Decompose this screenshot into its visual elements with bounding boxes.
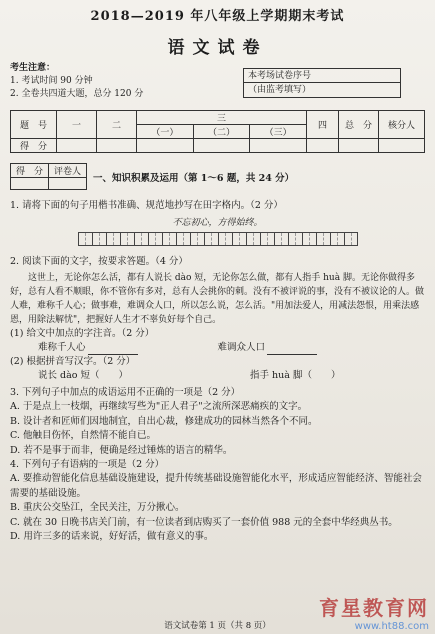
tianzige-cell[interactable] [274,232,288,246]
tianzige-cell[interactable] [218,232,232,246]
score-header-cell: 总 分 [339,111,379,139]
score-header-cell: 题 号 [11,111,57,139]
score-subheader-cell: （三） [250,125,307,139]
score-subheader-cell: （一） [137,125,194,139]
tianzige-cell[interactable] [316,232,330,246]
tianzige-cell[interactable] [106,232,120,246]
score-header-cell: 四 [307,111,339,139]
score-blank-cell [137,139,194,153]
score-table [10,110,425,153]
seat-box-line: 本考场试卷序号 [244,69,400,83]
question-4-stem: 4. 下列句子有语病的一项是（2 分） [10,459,165,470]
question-3-stem: 3. 下列句子中加点的成语运用不正确的一项是（2 分） [10,387,241,398]
exam-notes [10,62,250,101]
score-blank-cell [307,139,339,153]
page-footer: 语文试卷第 1 页（共 8 页） [164,621,271,631]
q3-option: B. 设计者和匠师们因地制宜，自出心裁，修建成功的园林当然各个不同。 [10,415,318,427]
question-1-stem: 1. 请将下面的句子用楷书准确、规范地抄写在田字格内。（2 分） [10,200,283,211]
subject-title: 语文试卷 [167,38,268,58]
section-title: 一、知识积累及运用（第 1～6 题，共 24 分） [93,172,295,184]
tianzige-cell[interactable] [176,232,190,246]
tianzige-cell[interactable] [78,232,92,246]
answer-blank[interactable] [88,341,138,355]
grader-cell: 得 分 [11,164,49,178]
seat-box-line: （由监考填写） [248,85,312,95]
q2-sub1: (1) 给文中加点的字注音。（2 分） [10,328,155,339]
reading-passage: 这世上，无论你怎么活，都有人说长 dào 短，无论你怎么做，都有人指手 huà 脚。无论你做得多好，总有人看不顺眼，你不管你有多对，总有人会挑你的刺。没有不被评说的事，没有不被议论的人。做人难，难称千人心；做事难，难调众人口，所以怎么说，怎么活。"用加法爱人，用减法怨恨，用乘法感恩，用除法解忧"，把握好人生才不辜负好每个自己。 [10,273,425,325]
score-header-cell: 二 [97,111,137,139]
copy-sentence: 不忘初心，方得始终。 [172,218,263,228]
score-header-cell: 一 [57,111,97,139]
q4-option: A. 要推动智能化信息基础设施建设，提升传统基础设施智能化水平，形成适应智能经济、智能社会需要的基础设施。 [10,473,422,499]
exam-title: 2018—2019 年八年级上学期期末考试 [90,9,345,24]
notes-title: 考生注意： [10,63,56,73]
tianzige-grid [10,232,425,246]
score-blank-cell [193,139,250,153]
score-header-cell: 三 [137,111,307,125]
score-blank-cell [379,139,425,153]
score-blank-cell [339,139,379,153]
score-blank-cell [250,139,307,153]
answer-blank[interactable] [267,341,317,355]
score-blank-cell [97,139,137,153]
seat-number-box [243,68,401,98]
tianzige-cell[interactable] [330,232,344,246]
q4-option: B. 重庆公交坠江，全民关注，万分揪心。 [10,502,185,513]
q3-option: A. 于是点上一枝烟，再继续写些为"正人君子"之流所深恶痛疾的文字。 [10,401,308,412]
tianzige-cell[interactable] [288,232,302,246]
tianzige-cell[interactable] [92,232,106,246]
watermark-url: www.ht88.com [354,621,429,632]
tianzige-cell[interactable] [120,232,134,246]
tianzige-cell[interactable] [162,232,176,246]
q3-option: D. 若不是事于而非，便确是经过锤炼的语言的精华。 [10,444,233,456]
tianzige-cell[interactable] [302,232,316,246]
score-row-label: 得 分 [11,139,57,153]
score-header-cell: 核分人 [379,111,425,139]
tianzige-cell[interactable] [190,232,204,246]
grader-table [10,163,87,190]
watermark-brand: 育星教育网 [319,596,429,620]
q2-fill-row-2 [10,369,425,383]
fill-item: 说长 dào 短（ ） [38,370,129,381]
q4-option: D. 用许三多的话来说，好好活，做有意义的事。 [10,531,214,542]
tianzige-cell[interactable] [148,232,162,246]
q2-fill-row-1 [10,341,425,355]
tianzige-cell[interactable] [344,232,358,246]
tianzige-cell[interactable] [246,232,260,246]
note-item: 1. 考试时间 90 分钟 [10,76,93,86]
score-subheader-cell: （二） [193,125,250,139]
fill-item: 难称千人心 [38,342,86,353]
tianzige-cell[interactable] [134,232,148,246]
question-2-stem: 2. 阅读下面的文字，按要求答题。（4 分） [10,256,188,267]
fill-item: 难调众人口 [217,342,266,353]
note-item: 2. 全卷共四道大题，总分 120 分 [10,89,144,99]
fill-item: 指手 huà 脚（ ） [250,370,341,381]
q4-option: C. 就在 30 日晚书店关门前，有一位读者到店购买了一套价值 988 元的全套中华经典丛书。 [10,516,398,528]
grader-blank [49,178,87,190]
q2-sub2: (2) 根据拼音写汉字。（2 分） [10,356,136,367]
site-watermark [319,592,429,632]
grader-block [10,163,425,190]
tianzige-cell[interactable] [260,232,274,246]
grader-cell: 评卷人 [49,164,87,178]
tianzige-cell[interactable] [232,232,246,246]
score-blank-cell [57,139,97,153]
grader-blank [11,178,49,190]
q3-option: C. 他触目伤怀，自然情不能自已。 [10,430,156,441]
tianzige-cell[interactable] [204,232,218,246]
